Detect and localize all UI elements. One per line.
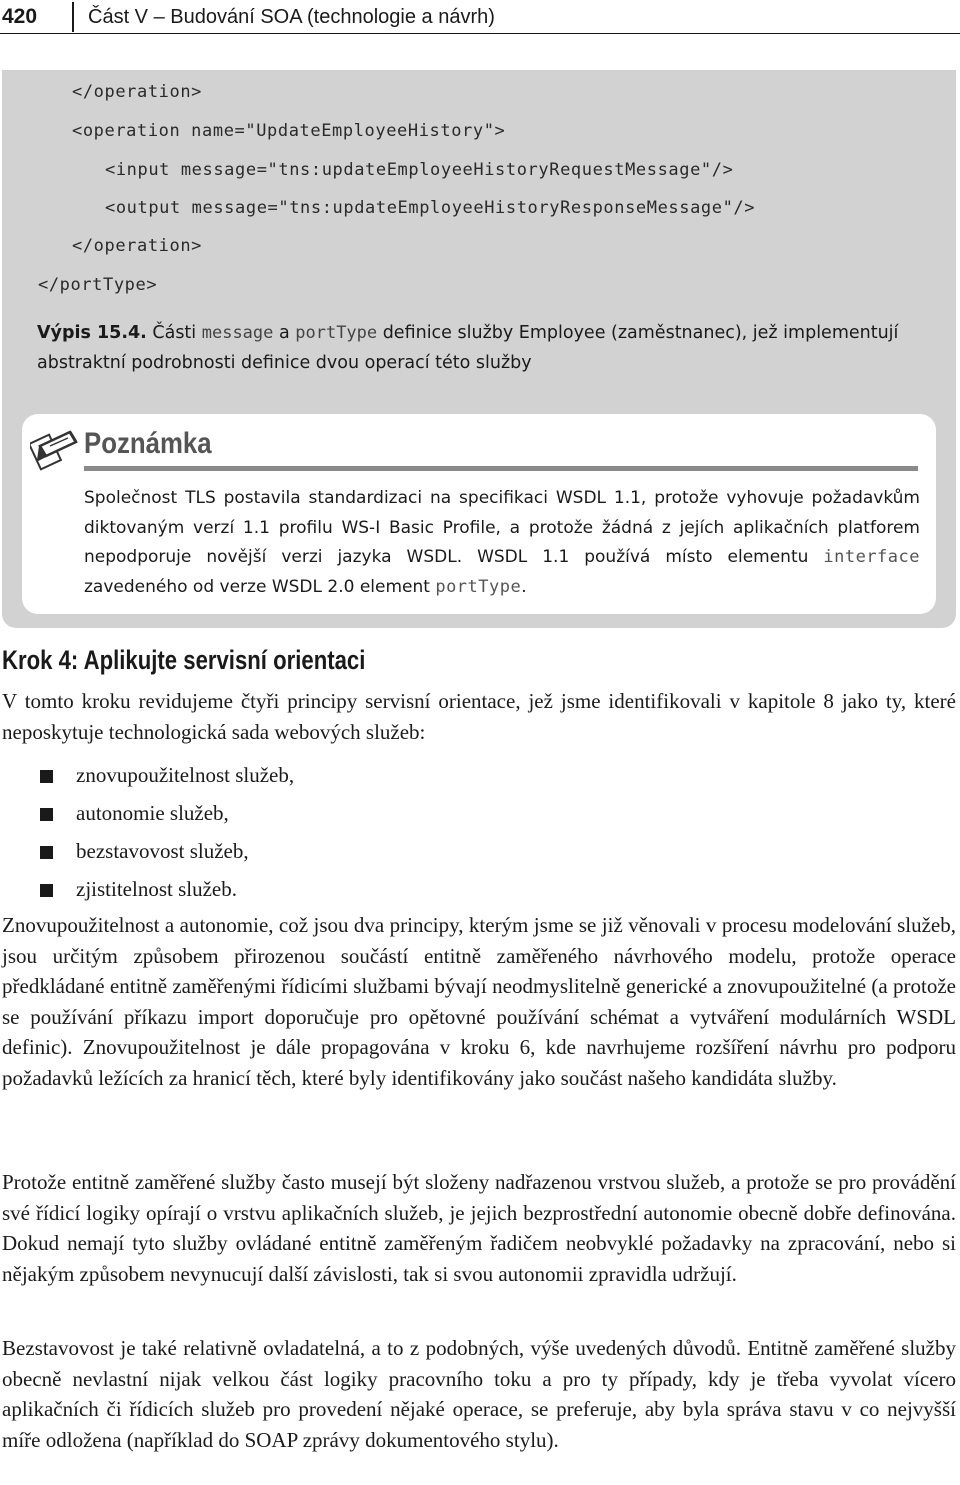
code-line: <input message="tns:updateEmployeeHistoryRequestMessage"/> [105,160,734,180]
running-title: Část V – Budování SOA (technologie a návrh) [88,6,495,28]
code-line: </operation> [72,236,203,256]
body-paragraph [2,910,956,1093]
note-text-part: . [521,576,527,597]
note-card [22,414,936,614]
bullet-square-icon [40,846,53,859]
paragraph-text: Protože entitně zaměřené služby často musejí být složeny nadřazenou vrstvou služeb, a protože se pro provádění své řídicí logiky opírají o vrstvu aplikačních služeb, je jejich bezprostřední autonomie obecně dobře definována. Dokud nemají tyto služby ovládané entitně zaměřeným řadičem neobvyklé požadavky na zpracování, nebo si nějakým způsobem nevynucují další závislosti, tak si svou autonomii zpravidla udržují. [2,1170,956,1286]
note-title: Poznámka [84,427,212,460]
list-item [2,836,902,874]
list-item-text: bezstavovost služeb, [76,839,249,863]
caption-code: portType [295,323,378,343]
page-number: 420 [2,5,38,28]
bullet-square-icon [40,770,53,783]
caption-text: definice služby Employee (zaměstnanec), jež implementují abstraktní podrobnosti definice dvou operací této služby [37,323,899,373]
code-line: </operation> [72,82,203,102]
list-item-text: autonomie služeb, [76,801,229,825]
note-text [84,484,920,602]
intro-paragraph [2,686,956,747]
caption-label: Výpis 15.4. [37,323,147,343]
code-line: <operation name="UpdateEmployeeHistory"> [72,121,506,141]
list-item [2,760,902,798]
note-text-part: zavedeného od verze WSDL 2.0 element [84,576,436,597]
list-item-text: znovupoužitelnost služeb, [76,763,295,787]
bullet-square-icon [40,884,53,897]
list-item [2,874,902,912]
body-paragraph [2,1167,956,1289]
caption-text: a [273,323,296,343]
header-divider [72,2,74,32]
note-text-part: Společnost TLS postavila standardizaci na specifikaci WSDL 1.1, protože vyhovuje požadavkům diktovaným verzí 1.1 profilu WS-I Basic Profile, a protože žádná z jejích aplikačních platforem nepodporuje novější verzi jazyka WSDL. WSDL 1.1 používá místo elementu [84,488,920,567]
list-item-text: zjistitelnost služeb. [76,877,237,901]
code-line: </portType> [38,275,158,295]
caption-code: message [201,323,274,343]
paragraph-text: Bezstavovost je také relativně ovladatelná, a to z podobných, výše uvedených důvodů. Entitně zaměřené služby obecně nevlastní nijak velkou část logiky pracovního toku a pro ty případy, kdy je třeba vyvolat vícero aplikačních či řídicích služeb pro provedení nějaké operace, se preferuje, aby byla správa stavu v co nejvyšší míře odložena (například do SOAP zprávy dokumentového stylu). [2,1336,956,1452]
pencil-icon [30,424,78,472]
note-code: portType [435,576,522,597]
note-code: interface [823,547,920,567]
section-heading: Krok 4: Aplikujte servisní orientaci [2,645,366,675]
paragraph-text: V tomto kroku revidujeme čtyři principy servisní orientace, jež jsme identifikovali v kapitole 8 jako ty, které neposkytuje technologická sada webových služeb: [2,689,956,744]
bullet-square-icon [40,808,53,821]
code-line: <output message="tns:updateEmployeeHistoryResponseMessage"/> [105,198,756,218]
header-rule [0,33,960,34]
bullet-list [2,760,902,912]
paragraph-text: Znovupoužitelnost a autonomie, což jsou dva principy, kterým jsme se již věnovali v procesu modelování služeb, jsou určitým způsobem přirozenou součástí entitně zaměřeného návrhového modelu, protože operace předkládané entitně zaměřenými řídicími službami bývají neodmyslitelně generické a znovupoužitelné (a protože se používání příkazu import doporučuje pro opětovné používání schémat a vytváření modulárních WSDL definic). Znovupoužitelnost je dále propagována v kroku 6, kde navrhujeme rozšíření návrhu pro podporu požadavků ležících za hranicí těch, které byly identifikovány jako součást našeho kandidáta služby. [2,913,956,1090]
list-item [2,798,902,836]
caption-text: Části [146,323,202,343]
note-rule [84,466,918,471]
listing-caption [37,318,937,378]
body-paragraph [2,1333,956,1455]
page-header [0,0,960,34]
